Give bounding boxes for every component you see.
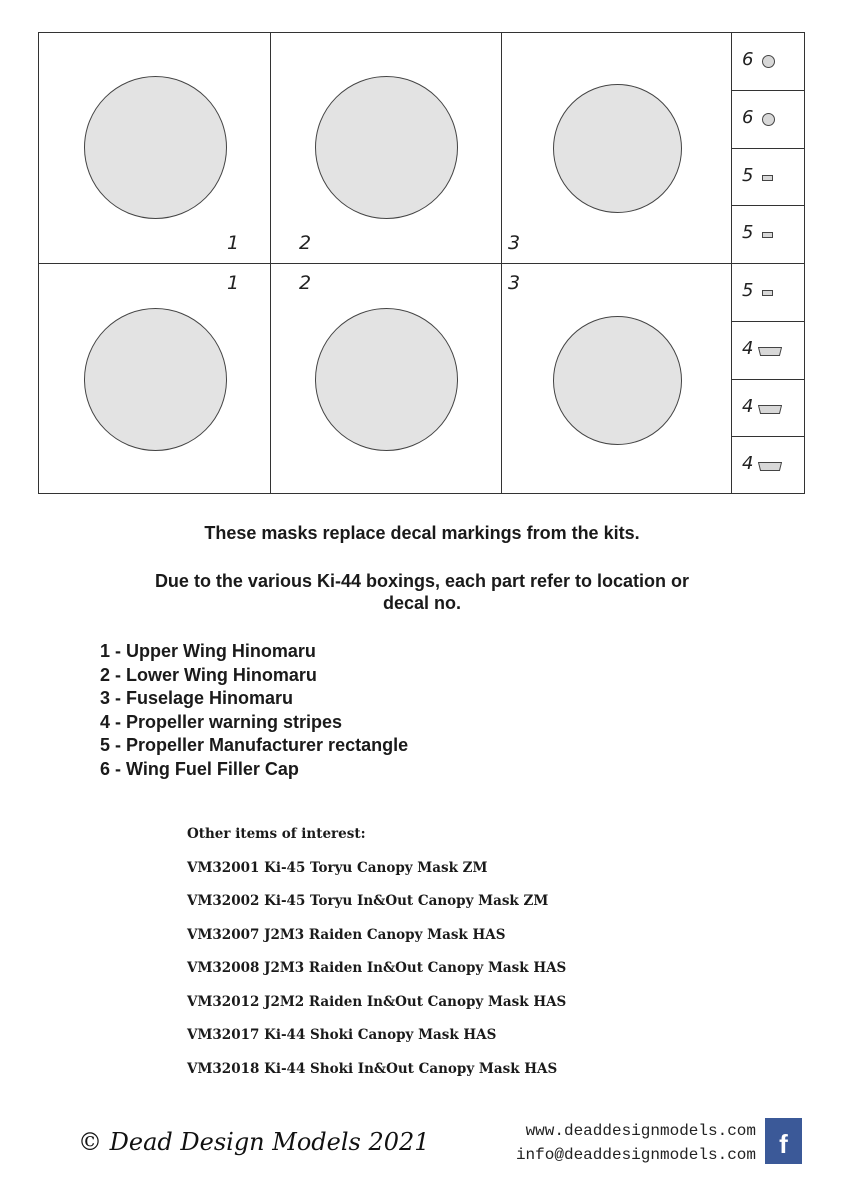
mask-sheet [38, 32, 805, 494]
side-cell-manufacturer-rect [732, 149, 805, 207]
mask-cell-lower-wing [271, 33, 502, 264]
hinomaru-mask [315, 76, 458, 219]
side-cell-manufacturer-rect [732, 264, 805, 322]
side-number: 5 [742, 280, 754, 301]
mask-cell-lower-wing [271, 264, 502, 494]
side-number: 6 [742, 106, 754, 128]
legend-item: 4 - Propeller warning stripes [100, 711, 343, 732]
hinomaru-mask [553, 84, 682, 213]
side-cell-manufacturer-rect [732, 206, 805, 264]
cell-number: 1 [227, 272, 240, 294]
cell-number: 2 [299, 272, 312, 294]
cell-number: 1 [227, 232, 240, 254]
facebook-icon[interactable] [765, 1118, 802, 1164]
mask-cell-upper-wing [39, 33, 271, 264]
side-number: 5 [742, 222, 754, 244]
copyright-notice: © Dead Design Models 2021 [78, 1128, 430, 1156]
note-boxings-line1: Due to the various Ki-44 boxings, each part refer to location or [154, 571, 690, 591]
part-legend [100, 640, 408, 781]
other-items-heading: Other items of interest: [187, 826, 366, 842]
other-item: VM32007 J2M3 Raiden Canopy Mask HAS [187, 926, 506, 943]
side-cell-fuel-cap [732, 33, 805, 91]
note-boxings-line2: decal no. [382, 593, 462, 613]
cell-number: 3 [508, 232, 521, 254]
mask-cell-fuselage [502, 264, 732, 494]
legend-item: 2 - Lower Wing Hinomaru [100, 664, 317, 685]
other-item: VM32012 J2M2 Raiden In&Out Canopy Mask HAS [187, 993, 567, 1010]
fuel-cap-mask [762, 55, 775, 68]
other-item: VM32008 J2M3 Raiden In&Out Canopy Mask HAS [187, 960, 567, 976]
mask-cell-fuselage [502, 33, 732, 264]
hinomaru-mask [315, 308, 458, 451]
fuel-cap-mask [762, 113, 775, 126]
note-replace-decals: These masks replace decal markings from the kits. [204, 523, 640, 543]
note-boxings [0, 570, 844, 614]
cell-number: 2 [299, 232, 312, 254]
legend-item: 3 - Fuselage Hinomaru [100, 688, 294, 708]
mask-cell-upper-wing [39, 264, 271, 494]
manufacturer-rect-mask [762, 232, 773, 238]
warning-stripe-mask [758, 405, 782, 414]
warning-stripe-mask [758, 462, 782, 471]
side-cell-fuel-cap [732, 91, 805, 149]
legend-item: 1 - Upper Wing Hinomaru [100, 641, 316, 661]
side-cell-warning-stripe [732, 322, 805, 380]
side-cell-warning-stripe [732, 437, 805, 495]
side-number: 4 [742, 395, 754, 417]
side-number: 6 [742, 49, 754, 70]
other-item: VM32001 Ki-45 Toryu Canopy Mask ZM [187, 859, 488, 876]
hinomaru-mask [553, 316, 682, 445]
email-link[interactable]: info@deaddesignmodels.com [515, 1146, 756, 1164]
warning-stripe-mask [758, 347, 782, 356]
hinomaru-mask [84, 308, 227, 451]
other-item: VM32018 Ki-44 Shoki In&Out Canopy Mask HAS [187, 1060, 558, 1077]
legend-item: 5 - Propeller Manufacturer rectangle [100, 735, 409, 755]
facebook-glyph: f [779, 1129, 788, 1159]
side-number: 5 [742, 164, 754, 186]
manufacturer-rect-mask [762, 290, 773, 296]
other-item: VM32002 Ki-45 Toryu In&Out Canopy Mask ZM [187, 893, 549, 909]
side-cell-warning-stripe [732, 380, 805, 438]
cell-number: 3 [508, 272, 521, 294]
side-number: 4 [742, 337, 754, 359]
other-item: VM32017 Ki-44 Shoki Canopy Mask HAS [187, 1027, 497, 1043]
manufacturer-rect-mask [762, 175, 773, 181]
website-link[interactable]: www.deaddesignmodels.com [525, 1122, 756, 1140]
side-number: 4 [742, 453, 754, 475]
contact-info [516, 1119, 756, 1167]
other-items-list [187, 823, 566, 1091]
legend-item: 6 - Wing Fuel Filler Cap [100, 758, 299, 779]
hinomaru-mask [84, 76, 227, 219]
